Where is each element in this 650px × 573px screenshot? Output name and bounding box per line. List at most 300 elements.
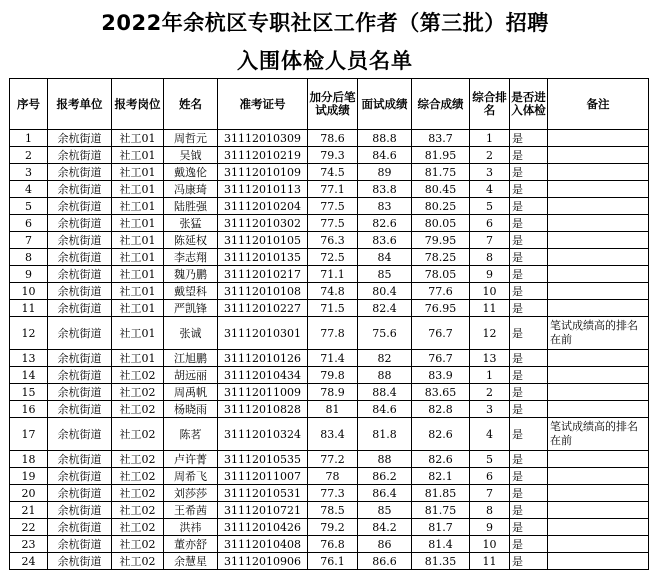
table-row: [10, 468, 649, 485]
cell-remark: [548, 215, 649, 232]
cell-total-score: 82.1: [412, 468, 470, 485]
cell-physical-exam: 是: [510, 367, 548, 384]
cell-rank: 7: [470, 232, 510, 249]
cell-written-score: 76.3: [308, 232, 358, 249]
cell-index: 3: [10, 164, 48, 181]
cell-exam-id: 31112010204: [218, 198, 308, 215]
table-row: [10, 519, 649, 536]
table-row: [10, 232, 649, 249]
cell-remark: [548, 350, 649, 367]
cell-unit: 余杭街道: [48, 485, 112, 502]
cell-rank: 7: [470, 485, 510, 502]
candidate-table: [9, 78, 649, 570]
table-row: [10, 266, 649, 283]
cell-total-score: 76.7: [412, 317, 470, 350]
cell-written-score: 71.4: [308, 350, 358, 367]
cell-index: 9: [10, 266, 48, 283]
cell-post: 社工01: [112, 249, 164, 266]
cell-interview-score: 82: [358, 350, 412, 367]
cell-rank: 3: [470, 401, 510, 418]
table-row: [10, 451, 649, 468]
cell-total-score: 83.65: [412, 384, 470, 401]
cell-interview-score: 84.6: [358, 401, 412, 418]
cell-name: 刘莎莎: [164, 485, 218, 502]
cell-total-score: 76.7: [412, 350, 470, 367]
cell-rank: 2: [470, 384, 510, 401]
cell-rank: 8: [470, 249, 510, 266]
cell-rank: 10: [470, 283, 510, 300]
cell-total-score: 80.25: [412, 198, 470, 215]
cell-unit: 余杭街道: [48, 468, 112, 485]
cell-unit: 余杭街道: [48, 519, 112, 536]
cell-unit: 余杭街道: [48, 502, 112, 519]
table-row: [10, 181, 649, 198]
cell-post: 社工01: [112, 283, 164, 300]
cell-remark: [548, 283, 649, 300]
cell-remark: [548, 502, 649, 519]
cell-physical-exam: 是: [510, 249, 548, 266]
cell-name: 周哲元: [164, 130, 218, 147]
cell-written-score: 78.5: [308, 502, 358, 519]
table-row: [10, 502, 649, 519]
cell-total-score: 83.7: [412, 130, 470, 147]
cell-exam-id: 31112010426: [218, 519, 308, 536]
cell-rank: 2: [470, 147, 510, 164]
cell-name: 董亦舒: [164, 536, 218, 553]
cell-total-score: 76.95: [412, 300, 470, 317]
cell-interview-score: 84.6: [358, 147, 412, 164]
cell-exam-id: 31112010301: [218, 317, 308, 350]
table-row: [10, 350, 649, 367]
cell-unit: 余杭街道: [48, 164, 112, 181]
cell-rank: 1: [470, 367, 510, 384]
cell-total-score: 82.6: [412, 418, 470, 451]
cell-rank: 4: [470, 418, 510, 451]
table-row: [10, 249, 649, 266]
cell-physical-exam: 是: [510, 350, 548, 367]
cell-physical-exam: 是: [510, 215, 548, 232]
cell-remark: [548, 249, 649, 266]
cell-unit: 余杭街道: [48, 553, 112, 570]
col-header-post: 报考岗位: [112, 79, 164, 130]
cell-physical-exam: 是: [510, 485, 548, 502]
cell-rank: 3: [470, 164, 510, 181]
cell-name: 周希飞: [164, 468, 218, 485]
cell-total-score: 78.05: [412, 266, 470, 283]
cell-unit: 余杭街道: [48, 181, 112, 198]
col-header-physical-exam: 是否进入体检: [510, 79, 548, 130]
cell-index: 15: [10, 384, 48, 401]
cell-name: 李志翔: [164, 249, 218, 266]
cell-name: 余慧星: [164, 553, 218, 570]
cell-physical-exam: 是: [510, 147, 548, 164]
cell-interview-score: 83: [358, 198, 412, 215]
cell-remark: [548, 130, 649, 147]
cell-unit: 余杭街道: [48, 384, 112, 401]
col-header-interview-score: 面试成绩: [358, 79, 412, 130]
cell-post: 社工01: [112, 232, 164, 249]
cell-interview-score: 88: [358, 367, 412, 384]
col-header-index: 序号: [10, 79, 48, 130]
cell-index: 2: [10, 147, 48, 164]
cell-written-score: 79.3: [308, 147, 358, 164]
cell-exam-id: 31112010126: [218, 350, 308, 367]
cell-exam-id: 31112010227: [218, 300, 308, 317]
cell-unit: 余杭街道: [48, 198, 112, 215]
cell-index: 13: [10, 350, 48, 367]
table-row: [10, 384, 649, 401]
col-header-name: 姓名: [164, 79, 218, 130]
cell-total-score: 81.75: [412, 164, 470, 181]
cell-interview-score: 86.2: [358, 468, 412, 485]
cell-index: 19: [10, 468, 48, 485]
cell-remark: [548, 451, 649, 468]
cell-physical-exam: 是: [510, 401, 548, 418]
cell-remark: [548, 519, 649, 536]
col-header-rank: 综合排名: [470, 79, 510, 130]
cell-unit: 余杭街道: [48, 215, 112, 232]
cell-interview-score: 83.8: [358, 181, 412, 198]
cell-unit: 余杭街道: [48, 266, 112, 283]
cell-interview-score: 88.8: [358, 130, 412, 147]
cell-post: 社工01: [112, 147, 164, 164]
cell-post: 社工01: [112, 266, 164, 283]
cell-written-score: 74.5: [308, 164, 358, 181]
cell-exam-id: 31112010828: [218, 401, 308, 418]
cell-exam-id: 31112010302: [218, 215, 308, 232]
table-row: [10, 401, 649, 418]
cell-written-score: 76.8: [308, 536, 358, 553]
col-header-written-score: 加分后笔试成绩: [308, 79, 358, 130]
cell-written-score: 77.8: [308, 317, 358, 350]
cell-post: 社工01: [112, 181, 164, 198]
col-header-exam-id: 准考证号: [218, 79, 308, 130]
col-header-remark: 备注: [548, 79, 649, 130]
cell-post: 社工01: [112, 350, 164, 367]
page-subtitle: 入围体检人员名单: [237, 49, 413, 73]
cell-exam-id: 31112010531: [218, 485, 308, 502]
cell-remark: [548, 367, 649, 384]
cell-interview-score: 85: [358, 502, 412, 519]
cell-rank: 1: [470, 130, 510, 147]
page-title: 2022年余杭区专职社区工作者（第三批）招聘: [101, 11, 549, 35]
cell-total-score: 77.6: [412, 283, 470, 300]
table-row: [10, 536, 649, 553]
cell-rank: 11: [470, 553, 510, 570]
cell-interview-score: 84.2: [358, 519, 412, 536]
table-row: [10, 553, 649, 570]
cell-interview-score: 85: [358, 266, 412, 283]
cell-rank: 6: [470, 468, 510, 485]
cell-rank: 5: [470, 451, 510, 468]
table-row: [10, 317, 649, 350]
cell-written-score: 78: [308, 468, 358, 485]
cell-remark: [548, 384, 649, 401]
cell-index: 24: [10, 553, 48, 570]
cell-total-score: 78.25: [412, 249, 470, 266]
cell-exam-id: 31112010219: [218, 147, 308, 164]
cell-physical-exam: 是: [510, 198, 548, 215]
cell-physical-exam: 是: [510, 181, 548, 198]
cell-name: 洪祎: [164, 519, 218, 536]
cell-exam-id: 31112010105: [218, 232, 308, 249]
cell-index: 10: [10, 283, 48, 300]
cell-index: 22: [10, 519, 48, 536]
cell-unit: 余杭街道: [48, 232, 112, 249]
cell-unit: 余杭街道: [48, 147, 112, 164]
cell-written-score: 78.9: [308, 384, 358, 401]
cell-unit: 余杭街道: [48, 300, 112, 317]
cell-interview-score: 83.6: [358, 232, 412, 249]
cell-total-score: 81.95: [412, 147, 470, 164]
cell-index: 7: [10, 232, 48, 249]
table-row: [10, 485, 649, 502]
cell-physical-exam: 是: [510, 300, 548, 317]
cell-post: 社工02: [112, 536, 164, 553]
cell-post: 社工01: [112, 130, 164, 147]
cell-remark: [548, 553, 649, 570]
cell-post: 社工02: [112, 502, 164, 519]
cell-physical-exam: 是: [510, 418, 548, 451]
cell-exam-id: 31112010113: [218, 181, 308, 198]
table-row: [10, 164, 649, 181]
cell-name: 张猛: [164, 215, 218, 232]
cell-post: 社工01: [112, 164, 164, 181]
cell-remark: 笔试成绩高的排名在前: [548, 317, 649, 350]
cell-written-score: 71.5: [308, 300, 358, 317]
cell-unit: 余杭街道: [48, 317, 112, 350]
cell-written-score: 74.8: [308, 283, 358, 300]
cell-total-score: 82.8: [412, 401, 470, 418]
cell-post: 社工01: [112, 198, 164, 215]
table-row: [10, 130, 649, 147]
cell-written-score: 83.4: [308, 418, 358, 451]
cell-exam-id: 31112011007: [218, 468, 308, 485]
cell-total-score: 81.85: [412, 485, 470, 502]
cell-interview-score: 84: [358, 249, 412, 266]
col-header-total-score: 综合成绩: [412, 79, 470, 130]
cell-total-score: 83.9: [412, 367, 470, 384]
cell-written-score: 72.5: [308, 249, 358, 266]
cell-remark: [548, 485, 649, 502]
cell-written-score: 77.5: [308, 198, 358, 215]
cell-exam-id: 31112011009: [218, 384, 308, 401]
cell-written-score: 71.1: [308, 266, 358, 283]
cell-post: 社工02: [112, 367, 164, 384]
cell-name: 魏乃鹏: [164, 266, 218, 283]
cell-written-score: 77.5: [308, 215, 358, 232]
cell-interview-score: 88.4: [358, 384, 412, 401]
cell-written-score: 77.1: [308, 181, 358, 198]
cell-index: 6: [10, 215, 48, 232]
cell-physical-exam: 是: [510, 502, 548, 519]
cell-rank: 8: [470, 502, 510, 519]
cell-physical-exam: 是: [510, 266, 548, 283]
cell-exam-id: 31112010135: [218, 249, 308, 266]
cell-rank: 12: [470, 317, 510, 350]
cell-index: 21: [10, 502, 48, 519]
cell-exam-id: 31112010535: [218, 451, 308, 468]
cell-written-score: 78.6: [308, 130, 358, 147]
cell-interview-score: 89: [358, 164, 412, 181]
cell-exam-id: 31112010434: [218, 367, 308, 384]
cell-remark: 笔试成绩高的排名在前: [548, 418, 649, 451]
cell-post: 社工01: [112, 317, 164, 350]
cell-interview-score: 80.4: [358, 283, 412, 300]
cell-unit: 余杭街道: [48, 283, 112, 300]
cell-rank: 5: [470, 198, 510, 215]
cell-exam-id: 31112010324: [218, 418, 308, 451]
cell-name: 周禹帆: [164, 384, 218, 401]
cell-rank: 9: [470, 519, 510, 536]
cell-written-score: 77.3: [308, 485, 358, 502]
cell-post: 社工02: [112, 519, 164, 536]
cell-rank: 13: [470, 350, 510, 367]
table-row: [10, 300, 649, 317]
cell-physical-exam: 是: [510, 283, 548, 300]
cell-index: 14: [10, 367, 48, 384]
cell-exam-id: 31112010217: [218, 266, 308, 283]
table-row: [10, 283, 649, 300]
cell-remark: [548, 300, 649, 317]
cell-interview-score: 86.6: [358, 553, 412, 570]
cell-remark: [548, 401, 649, 418]
cell-exam-id: 31112010309: [218, 130, 308, 147]
cell-index: 5: [10, 198, 48, 215]
cell-physical-exam: 是: [510, 384, 548, 401]
cell-post: 社工02: [112, 451, 164, 468]
cell-unit: 余杭街道: [48, 350, 112, 367]
cell-post: 社工02: [112, 401, 164, 418]
cell-total-score: 80.05: [412, 215, 470, 232]
col-header-unit: 报考单位: [48, 79, 112, 130]
cell-written-score: 81: [308, 401, 358, 418]
cell-name: 陈茗: [164, 418, 218, 451]
cell-post: 社工02: [112, 418, 164, 451]
cell-remark: [548, 468, 649, 485]
cell-post: 社工02: [112, 485, 164, 502]
table-row: [10, 367, 649, 384]
cell-physical-exam: 是: [510, 519, 548, 536]
cell-rank: 10: [470, 536, 510, 553]
cell-interview-score: 86: [358, 536, 412, 553]
cell-remark: [548, 164, 649, 181]
cell-name: 严凯锋: [164, 300, 218, 317]
cell-name: 冯康琦: [164, 181, 218, 198]
cell-exam-id: 31112010408: [218, 536, 308, 553]
cell-physical-exam: 是: [510, 317, 548, 350]
cell-index: 8: [10, 249, 48, 266]
cell-name: 张诚: [164, 317, 218, 350]
cell-index: 16: [10, 401, 48, 418]
cell-unit: 余杭街道: [48, 401, 112, 418]
cell-unit: 余杭街道: [48, 451, 112, 468]
cell-index: 18: [10, 451, 48, 468]
cell-name: 王希茜: [164, 502, 218, 519]
cell-name: 陈延权: [164, 232, 218, 249]
cell-index: 12: [10, 317, 48, 350]
cell-unit: 余杭街道: [48, 536, 112, 553]
cell-unit: 余杭街道: [48, 367, 112, 384]
cell-total-score: 81.75: [412, 502, 470, 519]
cell-total-score: 81.35: [412, 553, 470, 570]
cell-physical-exam: 是: [510, 536, 548, 553]
cell-unit: 余杭街道: [48, 249, 112, 266]
cell-remark: [548, 232, 649, 249]
cell-written-score: 79.8: [308, 367, 358, 384]
table-row: [10, 198, 649, 215]
cell-index: 11: [10, 300, 48, 317]
table-row: [10, 215, 649, 232]
cell-written-score: 76.1: [308, 553, 358, 570]
cell-post: 社工02: [112, 553, 164, 570]
cell-exam-id: 31112010721: [218, 502, 308, 519]
cell-name: 吴钺: [164, 147, 218, 164]
cell-written-score: 77.2: [308, 451, 358, 468]
cell-exam-id: 31112010109: [218, 164, 308, 181]
cell-unit: 余杭街道: [48, 130, 112, 147]
cell-remark: [548, 198, 649, 215]
cell-rank: 4: [470, 181, 510, 198]
cell-unit: 余杭街道: [48, 418, 112, 451]
cell-name: 卢许菁: [164, 451, 218, 468]
cell-written-score: 79.2: [308, 519, 358, 536]
cell-post: 社工01: [112, 215, 164, 232]
cell-name: 杨晓雨: [164, 401, 218, 418]
cell-physical-exam: 是: [510, 232, 548, 249]
cell-index: 17: [10, 418, 48, 451]
cell-total-score: 79.95: [412, 232, 470, 249]
cell-exam-id: 31112010906: [218, 553, 308, 570]
cell-interview-score: 88: [358, 451, 412, 468]
cell-remark: [548, 147, 649, 164]
cell-rank: 6: [470, 215, 510, 232]
cell-total-score: 82.6: [412, 451, 470, 468]
table-row: [10, 147, 649, 164]
cell-name: 戴逸伦: [164, 164, 218, 181]
cell-exam-id: 31112010108: [218, 283, 308, 300]
cell-physical-exam: 是: [510, 164, 548, 181]
cell-remark: [548, 266, 649, 283]
cell-physical-exam: 是: [510, 130, 548, 147]
cell-name: 江旭鹏: [164, 350, 218, 367]
cell-index: 20: [10, 485, 48, 502]
cell-rank: 9: [470, 266, 510, 283]
cell-interview-score: 82.4: [358, 300, 412, 317]
cell-remark: [548, 536, 649, 553]
cell-remark: [548, 181, 649, 198]
cell-total-score: 81.7: [412, 519, 470, 536]
cell-interview-score: 82.6: [358, 215, 412, 232]
cell-index: 4: [10, 181, 48, 198]
cell-name: 戴望科: [164, 283, 218, 300]
cell-physical-exam: 是: [510, 451, 548, 468]
cell-index: 23: [10, 536, 48, 553]
cell-post: 社工02: [112, 468, 164, 485]
cell-interview-score: 86.4: [358, 485, 412, 502]
cell-post: 社工01: [112, 300, 164, 317]
table-header-row: [10, 79, 649, 130]
cell-interview-score: 75.6: [358, 317, 412, 350]
cell-physical-exam: 是: [510, 553, 548, 570]
cell-total-score: 80.45: [412, 181, 470, 198]
cell-name: 胡远丽: [164, 367, 218, 384]
cell-total-score: 81.4: [412, 536, 470, 553]
cell-rank: 11: [470, 300, 510, 317]
table-row: [10, 418, 649, 451]
cell-interview-score: 81.8: [358, 418, 412, 451]
cell-physical-exam: 是: [510, 468, 548, 485]
